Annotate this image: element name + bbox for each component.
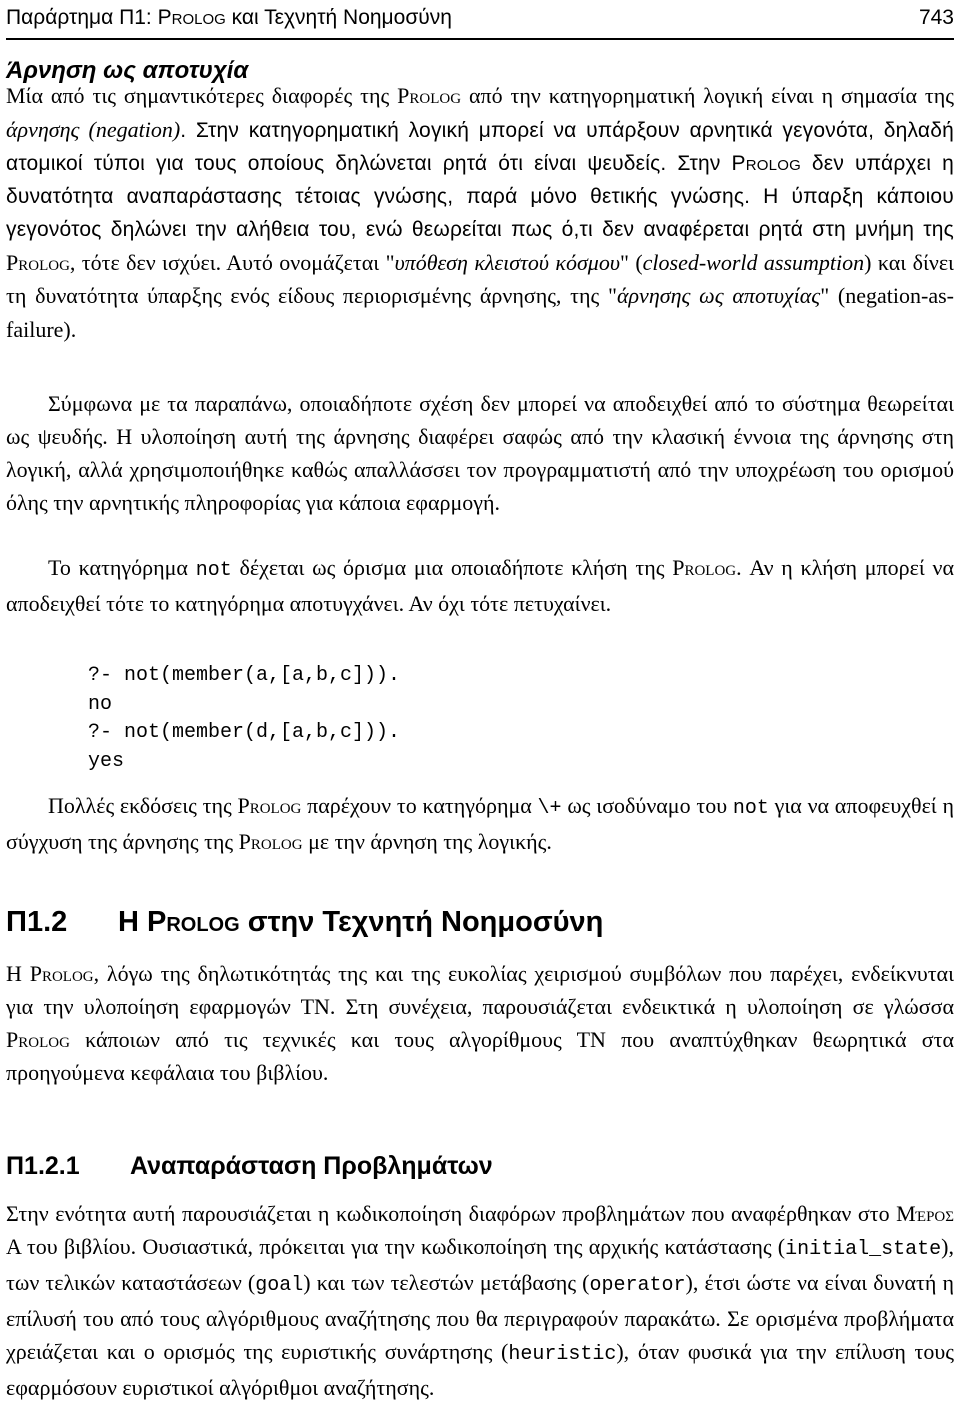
negation-paragraph-2: Σύμφωνα με τα παραπάνω, οποιαδήποτε σχέση δεν μπορεί να αποδειχθεί από το σύστημα θεωρείται ως ψευδής. Η υλοποίηση αυτή της άρνησης διαφέρει σαφώς από την κλασική έννοια της άρνησης στη λογική, αλλά χρησιμοποιήθηκε καθώς απαλλάσσει τον προγραμματιστή από την υποχρέωση του ορισμού όλης την αρνητικής πληροφορίας για κάποια εφαρμογή. [6, 391, 954, 515]
code-line: yes [88, 749, 125, 773]
inline-code-heuristic: heuristic [508, 1342, 617, 1366]
negation-paragraph-1: Μία από τις σημαντικότερες διαφορές της Prolog από την κατηγορηματική λογική είναι η σημασία της άρνησης (negation). Στην κατηγορηματική λογική μπορεί να υπάρξουν αρνητικά γεγονότα, δηλαδή ατομικοί τύποι για τους οποίους δηλώνεται ρητά ότι είναι ψευδείς. Στην Prolog δεν υπάρχει η δυνατότητα αναπαράστασης τέτοιας γνώσης, παρά μόνο θετικής γνώσης. Η ύπαρξη κάποιου γεγονότος δηλώνει την αλήθεια του, ενώ θεωρείται πως ό,τι δεν αναφέρεται ρητά στη μνήμη της Prolog, τότε δεν ισχύει. Αυτό ονομάζεται "υπόθεση κλειστού κόσμου" (closed-world assumption) και δίνει τη δυνατότητα ύπαρξης ενός είδους περιορισμένης άρνησης, της "άρνησης ως αποτυχίας" (negation-as-failure). [6, 83, 954, 343]
negation-heading: Άρνηση ως αποτυχία [6, 57, 249, 84]
inline-code-not: not [732, 797, 769, 820]
negation-paragraph-3: Το κατηγόρημα not δέχεται ως όρισμα μια οποιαδήποτε κλήση της Prolog. Αν η κλήση μπορεί να αποδειχθεί τότε το κατηγόρημα αποτυγχάνει. Αν όχι τότε πετυχαίνει. [6, 555, 954, 616]
inline-code-operator: operator [589, 1273, 686, 1297]
running-header-title: Παράρτημα Π1: Prolog και Τεχνητή Νοημοσύνη [6, 6, 452, 29]
code-example [88, 662, 400, 776]
inline-code-backslash-plus: \+ [537, 797, 562, 820]
inline-code-initial-state: initial_state [785, 1237, 942, 1261]
inline-code-not: not [195, 559, 232, 582]
page-number: 743 [918, 6, 954, 29]
code-line: ?- not(member(a,[a,b,c])). [88, 664, 401, 687]
inline-code-goal: goal [255, 1273, 304, 1297]
section-p1-2-paragraph: Η Prolog, λόγω της δηλωτικότητάς της και της ευκολίας χειρισμού συμβόλων που παρέχει, ενδείκνυται για την υλοποίηση εφαρμογών ΤΝ. Στη συνέχεια, παρουσιάζεται ενδεικτικά η υλοποίηση σε γλώσσα Prolog κάποιων από τις τεχνικές και τους αλγορίθμους ΤΝ που αναπτύχθηκαν θεωρητικά στα προηγούμενα κεφάλαια του βιβλίου. [6, 961, 954, 1085]
code-line: no [88, 692, 113, 716]
section-heading-p1-2: Π1.2 Η Prolog στην Τεχνητή Νοημοσύνη [6, 906, 604, 938]
section-p1-2-1-paragraph: Στην ενότητα αυτή παρουσιάζεται η κωδικοποίηση διαφόρων προβλημάτων που αναφέρθηκαν στο Μέρος Α του βιβλίου. Ουσιαστικά, πρόκειται για την κωδικοποίηση της αρχικής κατάστασης (initial_state), των τελικών καταστάσεων (goal) και των τελεστών μετάβασης (operator), έτσι ώστε να είναι δυνατή η επίλυσή του από τους αλγόριθμους αναζήτησης που θα περιγραφούν παρακάτω. Σε ορισμένα προβλήματα χρειάζεται και ο ορισμός της ευριστικής συνάρτησης (heuristic), όταν φυσικά για την επίλυση τους εφαρμόσουν ευριστικοί αλγόριθμοι αναζήτησης. [6, 1201, 955, 1400]
negation-paragraph-4: Πολλές εκδόσεις της Prolog παρέχουν το κατηγόρημα \+ ως ισοδύναμο του not για να αποφευχθεί η σύγχυση της άρνησης της Prolog με την άρνηση της λογικής. [6, 793, 955, 854]
running-header [6, 4, 954, 34]
section-heading-p1-2-1: Π1.2.1 Αναπαράσταση Προβλημάτων [6, 1152, 493, 1180]
header-rule [6, 38, 954, 40]
code-line: ?- not(member(d,[a,b,c])). [88, 721, 401, 744]
